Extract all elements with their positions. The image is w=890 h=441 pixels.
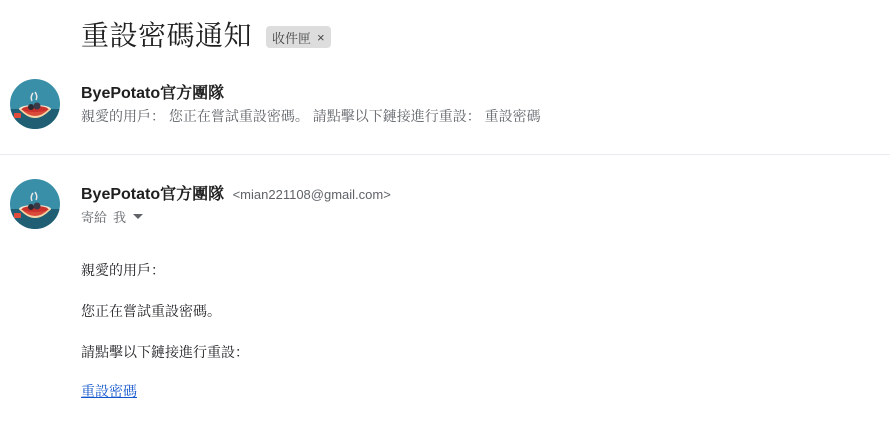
sender-avatar[interactable]	[10, 79, 60, 129]
message-divider	[0, 154, 890, 155]
message-snippet: 親愛的用戶： 您正在嘗試重設密碼。 請點擊以下鏈接進行重設： 重設密碼	[81, 108, 541, 124]
sender-email: <mian221108@gmail.com>	[232, 187, 391, 202]
to-recipient: 我	[113, 210, 127, 225]
caret-down-icon[interactable]	[133, 214, 143, 219]
recipient-line	[81, 207, 143, 226]
body-line-2: 請點擊以下鏈接進行重設：	[81, 344, 249, 360]
subject-header	[81, 18, 331, 54]
email-subject: 重設密碼通知	[81, 20, 253, 51]
expanded-message	[0, 170, 890, 430]
collapsed-message[interactable]	[0, 70, 890, 154]
to-prefix: 寄給	[81, 210, 108, 225]
soup-bowl-avatar-icon	[10, 179, 60, 229]
remove-label-icon[interactable]: ×	[317, 29, 325, 45]
inbox-label-text: 收件匣	[272, 30, 312, 46]
body-line-1: 您正在嘗試重設密碼。	[81, 303, 221, 319]
sender-avatar[interactable]	[10, 179, 60, 229]
sender-header	[81, 181, 391, 204]
body-greeting: 親愛的用戶：	[81, 262, 165, 278]
inbox-label-chip[interactable]	[266, 26, 331, 48]
reset-password-link[interactable]: 重設密碼	[81, 383, 137, 399]
sender-name: ByePotato官方團隊	[81, 186, 225, 203]
soup-bowl-avatar-icon	[10, 79, 60, 129]
sender-name: ByePotato官方團隊	[81, 85, 225, 102]
